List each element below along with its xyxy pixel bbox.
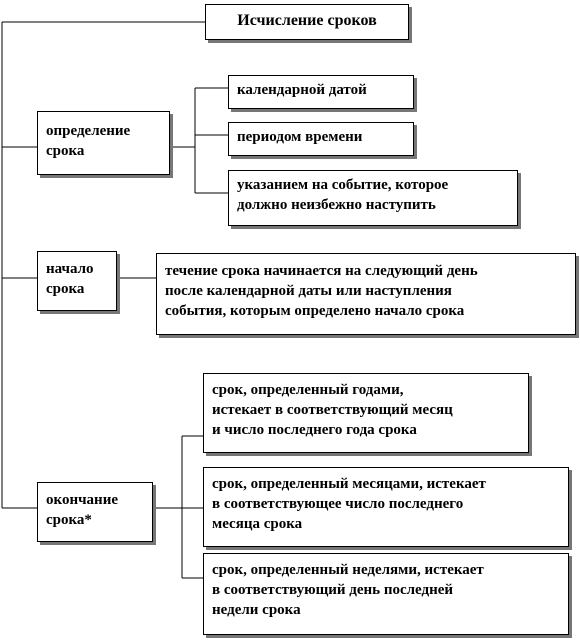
start-rule-box (156, 253, 576, 335)
definition-label-line1: определение (46, 123, 131, 139)
definition-label-box (37, 111, 170, 175)
rule-line1: срок, определенный неделями, истекает (212, 562, 484, 578)
start-label-line2: срока (46, 281, 85, 297)
rule-line2: в соответствующее число последнего (212, 496, 464, 512)
rule-line1: срок, определенный месяцами, истекает (212, 476, 486, 492)
end-rule-years (203, 373, 529, 453)
rule-line2: в соответствующий день последней (212, 582, 454, 598)
end-label-line1: окончание (46, 492, 118, 508)
rule-line3: и число последнего года срока (212, 422, 417, 438)
end-label-line2: срока* (46, 512, 92, 528)
title-text: Исчисление сроков (237, 12, 377, 29)
start-label-box (37, 251, 117, 311)
rule-line3: недели срока (212, 602, 301, 618)
option-text: периодом времени (237, 129, 363, 145)
rule-line2: истекает в соответствующий месяц (212, 402, 453, 418)
definition-option-event (228, 170, 518, 226)
rule-line1: срок, определенный годами, (212, 382, 404, 398)
start-label-line1: начало (46, 261, 94, 277)
option-text: календарной датой (237, 82, 367, 98)
start-rule-line1: течение срока начинается на следующий день (165, 263, 478, 279)
definition-option-time-period (228, 122, 414, 156)
definition-option-calendar-date (228, 75, 414, 109)
start-rule-line3: события, которым определено начало срока (165, 303, 465, 319)
end-rule-weeks (203, 553, 569, 635)
end-label-box (37, 482, 153, 542)
option-text-line2: должно неизбежно наступить (237, 197, 436, 213)
option-text-line1: указанием на событие, которое (237, 177, 449, 193)
rule-line3: месяца срока (212, 516, 303, 532)
definition-label-line2: срока (46, 143, 85, 159)
end-rule-months (203, 467, 569, 547)
diagram-title (205, 4, 409, 40)
start-rule-line2: после календарной даты или наступления (165, 283, 452, 299)
